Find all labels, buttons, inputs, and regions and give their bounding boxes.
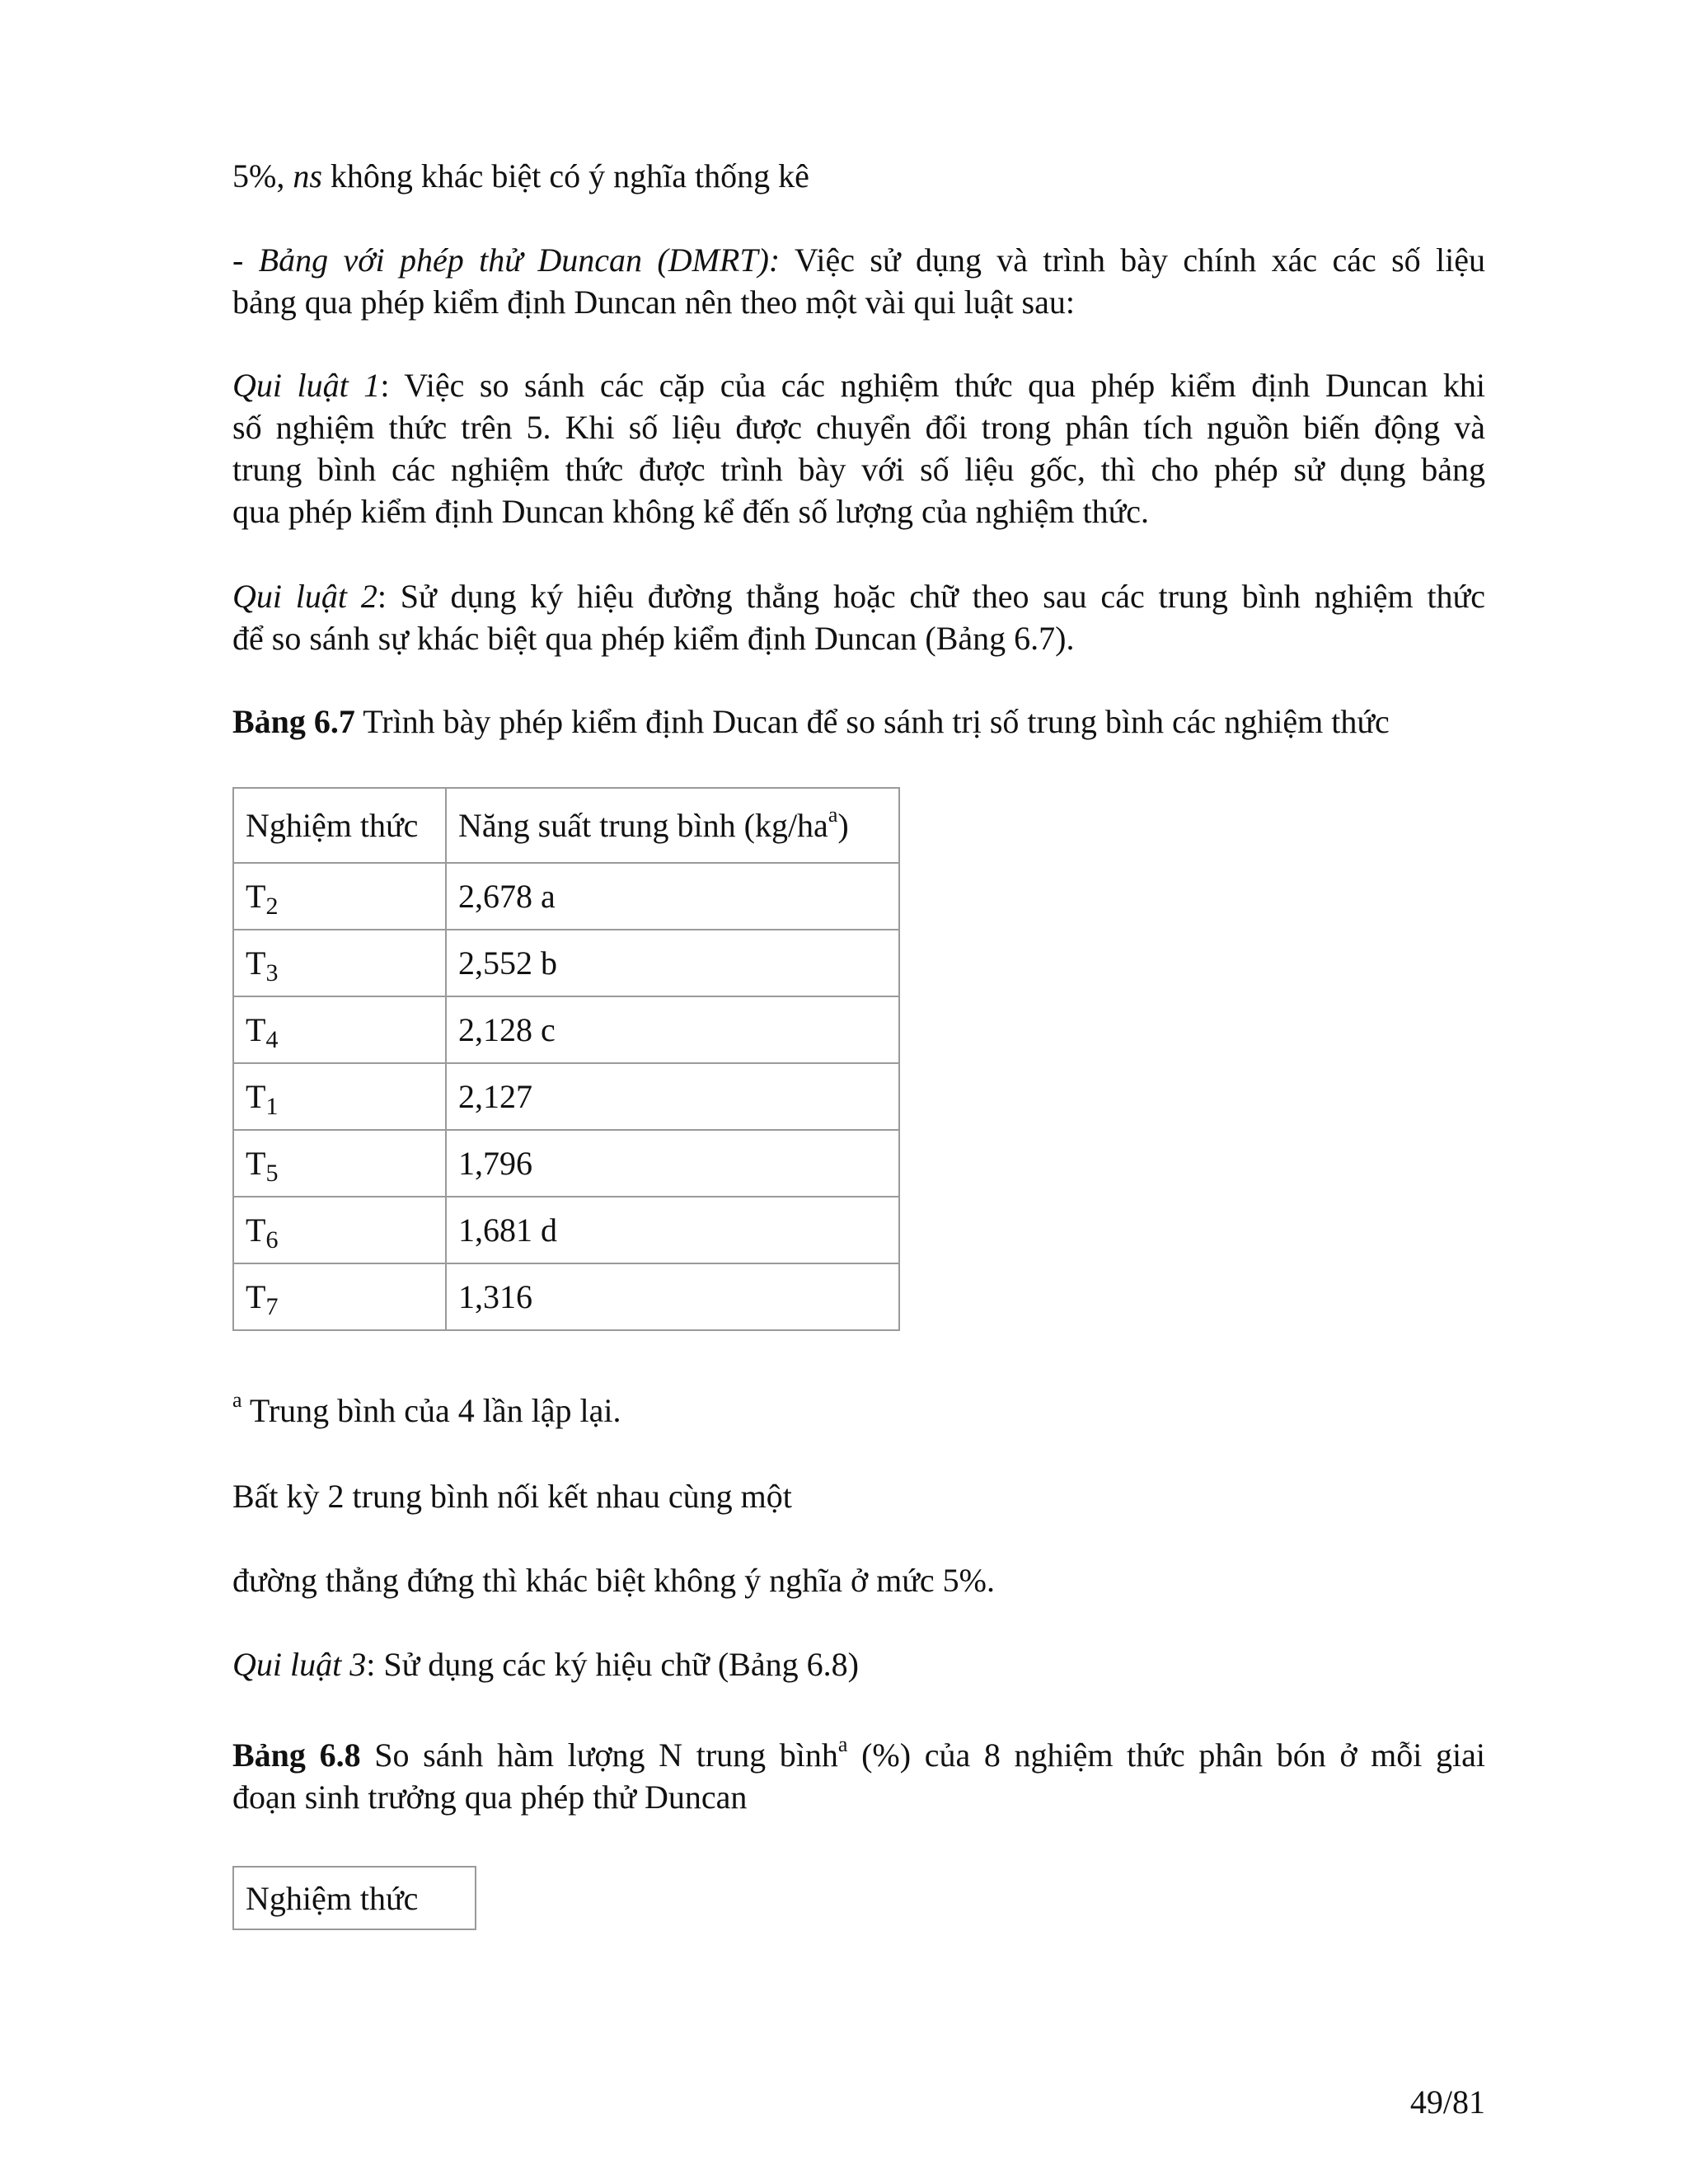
treatment-cell: $T_4$ [233,996,446,1063]
table-row [233,996,899,1063]
note-line-2: đường thẳng đứng thì khác biệt không ý nghĩa ở mức 5%. [232,1562,995,1599]
treatment-cell: $T_3$ [233,930,446,996]
treatment-cell: $T_7$ [233,1263,446,1330]
table-row [233,863,899,930]
table-row [233,1197,899,1263]
table-row [233,930,899,996]
treatment-cell: $T_1$ [233,1063,446,1130]
yield-cell: 1,316 [446,1263,899,1330]
table-row [233,1130,899,1197]
treatment-cell: $T_5$ [233,1130,446,1197]
header-mean-yield: Năng suất trung bình $(kg/ha^a)$ [446,788,899,863]
table-6-7-caption: Bảng 6.7 Trình bày phép kiểm định Ducan để so sánh trị số trung bình các nghiệm thức [232,703,1390,740]
table-header-row [233,788,899,863]
paragraph-rule-1: Qui luật 1: Việc so sánh các cặp của các nghiệm thức qua phép kiểm định Duncan khi số nghiệm thức trên 5. Khi số liệu được chuyển đổi trong phân tích nguồn biến động và trung bình các nghiệm thức được trình bày với số liệu gốc, thì cho phép sử dụng bảng qua phép kiểm định Duncan không kể đến số lượng của nghiệm thức. [232,367,1485,530]
yield-cell: 2,552 b [446,930,899,996]
yield-cell: 2,678 a [446,863,899,930]
yield-cell: 1,796 [446,1130,899,1197]
table-footnote: $^a$ Trung bình của 4 lần lập lại. [232,1387,621,1429]
yield-cell: 2,127 [446,1063,899,1130]
yield-cell: 2,128 c [446,996,899,1063]
table-row [233,1063,899,1130]
paragraph-duncan-intro: - Bảng với phép thử Duncan (DMRT): Việc sử dụng và trình bày chính xác các số liệu bảng qua phép kiểm định Duncan nên theo một vài qui luật sau: [232,241,1486,321]
note-line-1: Bất kỳ 2 trung bình nối kết nhau cùng một [232,1478,792,1515]
table-6-7 [232,787,900,1331]
table-row [233,1263,899,1330]
treatment-cell: $T_2$ [233,863,446,930]
treatment-cell: $T_6$ [233,1197,446,1263]
paragraph-rule-3: Qui luật 3: Sử dụng các ký hiệu chữ (Bảng 6.8) [232,1646,859,1683]
paragraph-rule-2: Qui luật 2: Sử dụng ký hiệu đường thẳng hoặc chữ theo sau các trung bình nghiệm thức để so sánh sự khác biệt qua phép kiểm định Duncan (Bảng 6.7). [232,578,1485,657]
page-number: 49/81 [1409,2083,1485,2121]
yield-cell: 1,681 d [446,1197,899,1263]
table-6-8-caption: Bảng 6.8 So sánh hàm lượng N trung bình$^a$ (%) của 8 nghiệm thức phân bón ở mỗi giai đoạn sinh trưởng qua phép thử Duncan [232,1732,1486,1816]
paragraph-ns-note: 5%, ns không khác biệt có ý nghĩa thống kê [232,157,809,194]
header-treatment: Nghiệm thức [233,788,446,863]
table-6-8-header-cell: Nghiệm thức [232,1866,476,1930]
